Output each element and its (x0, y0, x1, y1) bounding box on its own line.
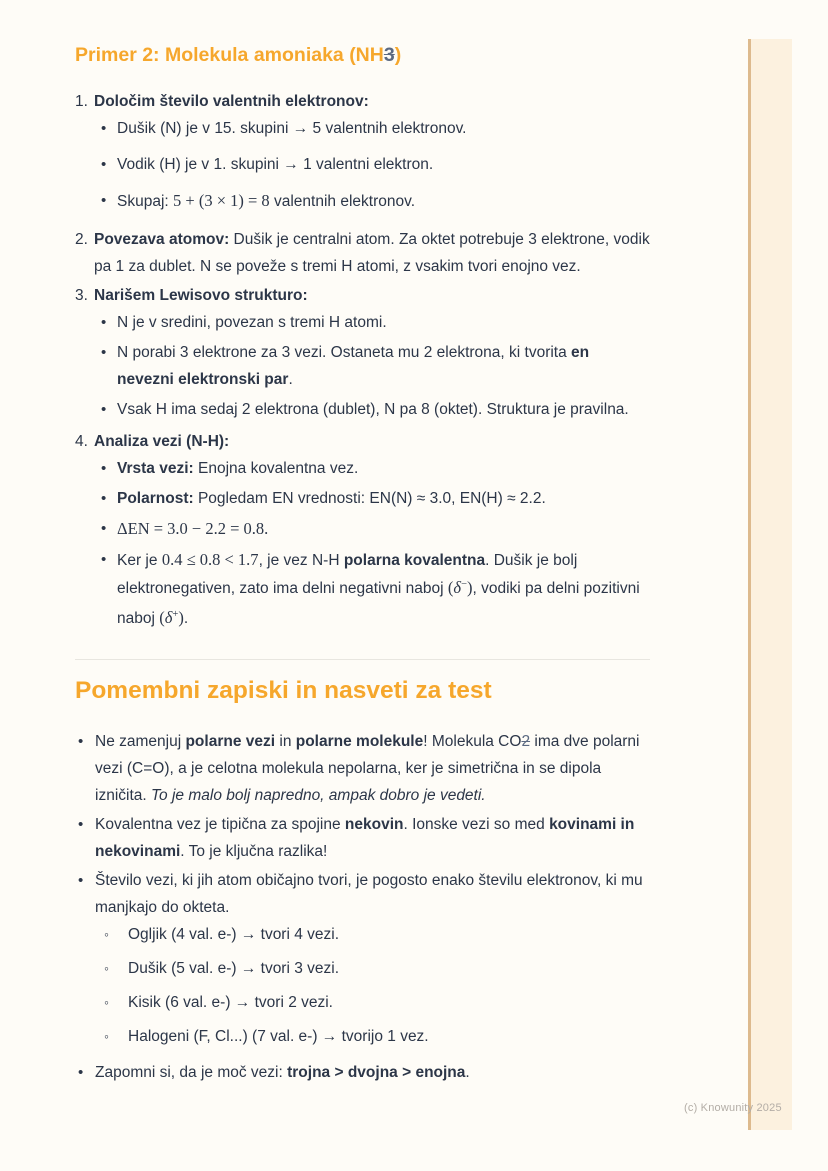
bullet-text (117, 396, 650, 423)
struck-subscript-text: 3 (383, 44, 395, 66)
numbered-item-body (94, 282, 650, 426)
text-segment: 0.4 ≤ 0.8 < 1.7 (161, 550, 259, 569)
text-segment: Zapomni si, da je moč vezi: (95, 1064, 288, 1081)
bullet-icon: • (101, 344, 107, 361)
text-segment: . (183, 610, 189, 627)
text-segment: Vsak H ima sedaj 2 elektrona (dublet), N pa 8 (oktet). Struktura je pravilna. (117, 401, 629, 418)
bullet-text (117, 187, 650, 215)
bullet-icon: • (101, 120, 107, 137)
list-item (75, 867, 650, 1057)
text-segment: + (172, 609, 179, 620)
text-segment: 5 + (3 × 1) = 8 (173, 191, 270, 210)
text-segment: δ (453, 578, 462, 597)
bullet-icon: • (101, 156, 107, 173)
text-segment: polarne molekule (295, 733, 424, 750)
watermark: (c) Knowunity 2025 (684, 1102, 782, 1114)
sub-bullet-text (128, 921, 650, 948)
numbered-item-body (94, 88, 650, 224)
text-segment: , je vez N-H (258, 552, 344, 569)
text-segment: polarna kovalentna (343, 552, 486, 569)
numbered-item-text (94, 282, 650, 309)
text-segment: nekovin (344, 816, 404, 833)
item-number: 1. (75, 93, 88, 110)
text-segment: valentnih elektronov. (269, 193, 415, 210)
item-number: 4. (75, 433, 88, 450)
bullet-text (117, 115, 650, 142)
list-item (94, 546, 650, 634)
bullet-icon: • (78, 872, 84, 889)
text-segment: Ogljik (4 val. e-) → tvori 4 vezi. (128, 926, 340, 943)
bullet-text (117, 151, 650, 178)
text-segment: Primer 2: Molekula amoniaka (NH (75, 44, 384, 66)
circle-bullet-icon: ◦ (104, 1029, 109, 1044)
numbered-item-text (94, 226, 650, 280)
list-item (94, 339, 650, 393)
bullet-icon: • (101, 314, 107, 331)
list-item (94, 396, 650, 423)
text-segment: Določim število valentnih elektronov: (94, 93, 369, 110)
text-segment: Enojna kovalentna vez. (193, 460, 359, 477)
bullet-text (117, 339, 650, 393)
sub-bullet-text (128, 989, 650, 1016)
sub-bullet-group (95, 921, 650, 1050)
text-segment: Analiza vezi (N-H): (94, 433, 230, 450)
bullet-text (117, 546, 650, 634)
circle-bullet-icon: ◦ (104, 927, 109, 942)
text-segment: ! Molekula CO (423, 733, 522, 750)
bullet-text (117, 515, 650, 543)
page-edge-strip (748, 39, 792, 1130)
text-segment: Narišem Lewisovo strukturo: (94, 287, 308, 304)
text-segment: Pogledam EN vrednosti: EN(N) ≈ 3.0, EN(H) ≈ 2.2. (193, 490, 546, 507)
list-item (94, 151, 650, 178)
text-segment: Polarnost: (117, 490, 194, 507)
numbered-item-body (94, 226, 650, 280)
text-segment: . To je ključna razlika! (180, 843, 328, 860)
circle-bullet-icon: ◦ (104, 961, 109, 976)
text-segment: N je v sredini, povezan s tremi H atomi. (117, 314, 387, 331)
numbered-item-body (94, 428, 650, 637)
text-segment: kovinami in nekovinami (95, 816, 635, 860)
text-segment: Povezava atomov: (94, 231, 230, 248)
text-segment: To je malo bolj napredno, ampak dobro je vedeti. (151, 787, 486, 804)
numbered-item (75, 428, 650, 637)
list-item (94, 187, 650, 215)
text-segment: Ker je (117, 552, 162, 569)
list-item (94, 309, 650, 336)
text-segment: polarne vezi (185, 733, 276, 750)
text-segment: ( (447, 578, 454, 597)
bullet-icon: • (78, 733, 84, 750)
numbered-item (75, 88, 650, 224)
bullet-group (94, 309, 650, 423)
text-segment: ( (159, 608, 165, 627)
page-heading (75, 676, 650, 706)
text-segment: Kisik (6 val. e-) → tvori 2 vezi. (128, 994, 333, 1011)
list-item (95, 921, 650, 948)
sub-bullet-text (128, 1023, 650, 1050)
text-segment: N porabi 3 elektrone za 3 vezi. Ostaneta mu 2 elektrona, ki tvorita (117, 344, 572, 361)
item-number: 2. (75, 231, 88, 248)
list-item (95, 955, 650, 982)
bullet-text (95, 1059, 650, 1086)
text-segment: in (275, 733, 296, 750)
text-segment: ima dve polarni vezi (C=O), a je celotna molekula nepolarna, ker je simetrična in se dipola izničita. (95, 733, 640, 804)
bullet-icon: • (101, 192, 107, 209)
text-segment: Dušik je centralni atom. Za oktet potrebuje 3 elektrone, vodik pa 1 za dublet. N se poveže s tremi H atomi, z vsakim tvori enojno vez. (94, 231, 650, 275)
section-divider (75, 659, 650, 660)
text-segment: . (288, 371, 293, 388)
text-segment: ) (466, 578, 473, 597)
section-heading (75, 42, 650, 68)
text-segment: Skupaj: (117, 193, 174, 210)
text-segment: δ (164, 608, 173, 627)
numbered-item-text (94, 428, 650, 455)
list-item (75, 728, 650, 809)
numbered-item-text (94, 88, 650, 115)
list-item (75, 811, 650, 865)
list-item (94, 485, 650, 512)
text-segment: Ne zamenjuj (95, 733, 186, 750)
list-item (95, 1023, 650, 1050)
bullet-text (117, 455, 650, 482)
text-segment: Halogeni (F, Cl...) (7 val. e-) → tvorijo 1 vez. (128, 1028, 429, 1045)
bullet-icon: • (101, 551, 107, 568)
bullet-icon: • (101, 520, 107, 537)
bullet-text (95, 728, 650, 809)
bullet-text (117, 485, 650, 512)
text-segment: Število vezi, ki jih atom običajno tvori, je pogosto enako številu elektronov, ki mu manjkajo do okteta. (95, 872, 643, 916)
bullet-group (94, 115, 650, 215)
sub-bullet-text (128, 955, 650, 982)
bullet-icon: • (101, 401, 107, 418)
bullet-icon: • (78, 1064, 84, 1081)
text-segment: Vodik (H) je v 1. skupini → 1 valentni elektron. (117, 156, 434, 173)
bullet-icon: • (101, 460, 107, 477)
list-item (94, 455, 650, 482)
text-segment: . Ionske vezi so med (403, 816, 550, 833)
list-item (94, 515, 650, 543)
struck-subscript-text: 2 (521, 733, 531, 750)
bullet-text (117, 309, 650, 336)
list-item (95, 989, 650, 1016)
list-item (75, 1059, 650, 1086)
item-number: 3. (75, 287, 88, 304)
text-segment: − (461, 579, 467, 590)
bullet-text (95, 867, 650, 1057)
bullet-icon: • (78, 816, 84, 833)
text-segment: Vrsta vezi: (117, 460, 194, 477)
text-segment: . Dušik je bolj elektronegativen, zato ima delni negativni naboj (117, 552, 578, 597)
text-segment: Dušik (N) je v 15. skupini → 5 valentnih elektronov. (117, 120, 467, 137)
bullet-text (95, 811, 650, 865)
text-segment: ) (178, 608, 184, 627)
document-content (75, 42, 650, 1088)
text-segment: trojna > dvojna > enojna (287, 1064, 466, 1081)
numbered-item (75, 226, 650, 280)
text-segment: Dušik (5 val. e-) → tvori 3 vezi. (128, 960, 340, 977)
text-segment: ) (394, 44, 402, 66)
bullet-icon: • (101, 490, 107, 507)
text-segment: . (465, 1064, 470, 1081)
text-segment: ΔEN = 3.0 − 2.2 = 0.8. (117, 519, 269, 538)
circle-bullet-icon: ◦ (104, 995, 109, 1010)
text-segment: Pomembni zapiski in nasveti za test (75, 677, 492, 704)
numbered-item (75, 282, 650, 426)
text-segment: en nevezni elektronski par (117, 344, 590, 388)
text-segment: , vodiki pa delni pozitivni naboj (117, 580, 640, 627)
bullet-group (94, 455, 650, 634)
list-item (94, 115, 650, 142)
text-segment: Kovalentna vez je tipična za spojine (95, 816, 345, 833)
